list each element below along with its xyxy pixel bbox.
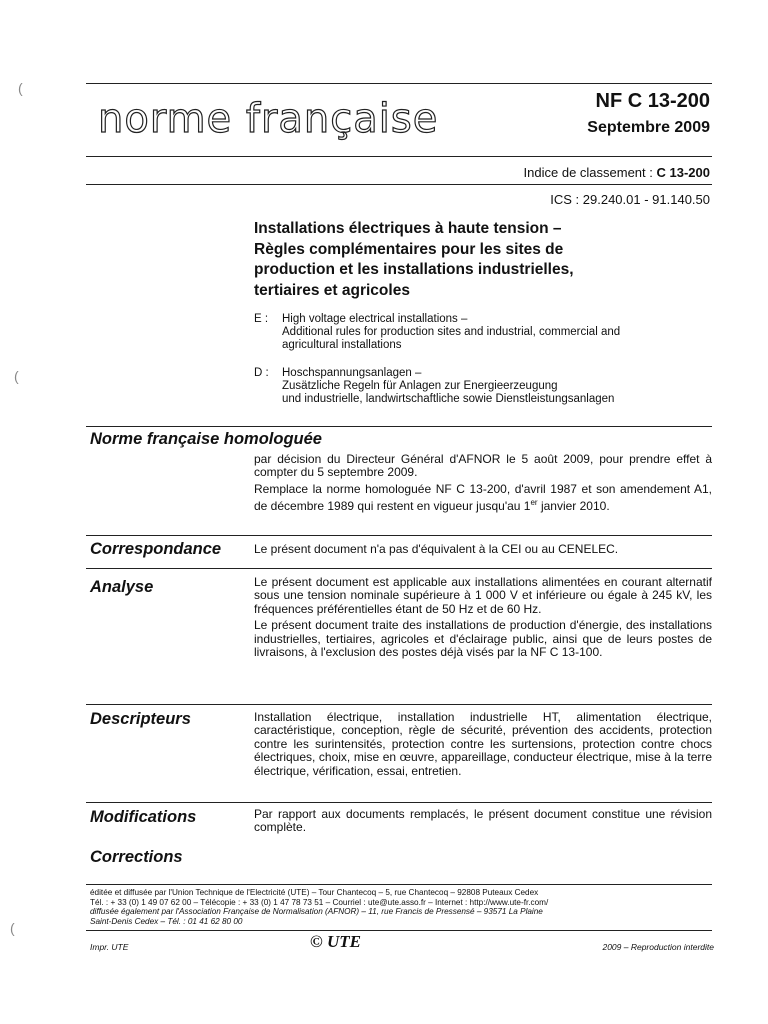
title-line: production et les installations industrielles, bbox=[254, 261, 574, 278]
english-line: Additional rules for production sites and industrial, commercial and bbox=[282, 326, 621, 338]
printer-note: Impr. UTE bbox=[90, 942, 129, 952]
scan-mark: ( bbox=[10, 920, 15, 936]
document-title bbox=[254, 219, 714, 301]
footer-rule bbox=[86, 884, 712, 885]
replaces-sup: er bbox=[530, 498, 538, 508]
scan-mark: ( bbox=[14, 368, 19, 384]
section-rule bbox=[86, 535, 712, 536]
ute-logo: © UTE bbox=[310, 932, 361, 951]
german-line: Hoschspannungsanlagen – bbox=[282, 367, 422, 379]
header-rule bbox=[86, 156, 712, 157]
modifications-heading: Modifications bbox=[90, 808, 197, 826]
section-rule bbox=[86, 568, 712, 569]
correspondance-heading: Correspondance bbox=[90, 540, 222, 558]
footer-bottom-rule bbox=[86, 930, 712, 931]
standard-reference: NF C 13-200 bbox=[595, 90, 710, 112]
descripteurs-text: Installation électrique, installation industrielle HT, alimentation électrique, caractéristique, conception, règle de sécurité, prévention des accidents, protection contre les surintensités, protection contre les surtensions, protection contre chocs électriques, choix, mise en œuvre, appareillage, conducteur électrique, mise à la terre électrique, vérification, essai, entretien. bbox=[254, 710, 712, 778]
ics-rule bbox=[86, 184, 712, 185]
corrections-heading: Corrections bbox=[90, 848, 183, 866]
correspondance-text: Le présent document n'a pas d'équivalent à la CEI ou au CENELEC. bbox=[254, 542, 619, 556]
ics-code: ICS : 29.240.01 - 91.140.50 bbox=[550, 192, 710, 207]
analyse-paragraph: Le présent document traite des installations de production d'énergie, des installations industrielles, tertiaires, agricoles et d'éclairage public, ainsi que de leurs postes de livraisons, à l'exclusion des postes déjà visés par la NF C 13-100. bbox=[254, 618, 712, 660]
brand-title: norme française bbox=[98, 96, 439, 142]
homologuee-replaces bbox=[254, 483, 712, 514]
german-tag: D : bbox=[254, 367, 269, 379]
modifications-text: Par rapport aux documents remplacés, le présent document constitue une révision complète. bbox=[254, 807, 712, 835]
homologuee-heading: Norme française homologuée bbox=[90, 430, 322, 448]
footer-publisher bbox=[90, 888, 714, 926]
english-line: High voltage electrical installations – bbox=[282, 313, 468, 325]
section-rule bbox=[86, 426, 712, 427]
replaces-end: janvier 2010. bbox=[537, 499, 610, 514]
scan-mark: ( bbox=[18, 80, 23, 96]
classification-index bbox=[524, 165, 710, 180]
section-rule bbox=[86, 802, 712, 803]
title-line: Installations électriques à haute tension – bbox=[254, 220, 562, 237]
replaces-text: Remplace la norme homologuée NF C 13-200, d'avril 1987 et son amendement A1, de décembre 1989 qui restent en vigueur jusqu'au 1 bbox=[254, 481, 712, 514]
footer-line: diffusée également par l'Association Française de Normalisation (AFNOR) – 11, rue Francis de Pressensé – 93571 La Plaine bbox=[90, 907, 543, 917]
analyse-heading: Analyse bbox=[90, 578, 154, 596]
indice-label: Indice de classement : bbox=[523, 165, 653, 180]
analyse-paragraph: Le présent document est applicable aux installations alimentées en courant alternatif sous une tension nominale supérieure à 1 000 V et inférieure ou égale à 245 kV, les fréquences préférentielles étant de 50 Hz et de 60 Hz. bbox=[254, 575, 712, 616]
footer-line: Tél. : + 33 (0) 1 49 07 62 00 – Télécopie : + 33 (0) 1 47 78 73 51 – Courriel : ute@ute.asso.fr – Internet : http://www.ute-fr.com/ bbox=[90, 897, 549, 907]
reproduction-notice: 2009 – Reproduction interdite bbox=[602, 942, 714, 952]
title-line: tertiaires et agricoles bbox=[254, 281, 410, 299]
indice-value: C 13-200 bbox=[656, 165, 710, 180]
homologuee-decision: par décision du Directeur Général d'AFNOR le 5 août 2009, pour prendre effet à compter du 5 septembre 2009. bbox=[254, 452, 712, 480]
title-line: Règles complémentaires pour les sites de bbox=[254, 240, 564, 258]
publication-date: Septembre 2009 bbox=[587, 119, 710, 136]
homologuee-text bbox=[254, 453, 712, 517]
section-rule bbox=[86, 704, 712, 705]
top-rule bbox=[86, 83, 712, 84]
german-title bbox=[254, 367, 614, 406]
footer-line: éditée et diffusée par l'Union Technique de l'Electricité (UTE) – Tour Chantecoq – 5, rue Chantecoq – 92808 Puteaux Cedex bbox=[90, 888, 539, 897]
german-line: und industrielle, landwirtschaftliche sowie Dienstleistungsanlagen bbox=[282, 393, 615, 405]
descripteurs-heading: Descripteurs bbox=[90, 710, 191, 728]
german-line: Zusätzliche Regeln für Anlagen zur Energieerzeugung bbox=[282, 380, 558, 392]
analyse-text bbox=[254, 576, 712, 662]
english-line: agricultural installations bbox=[282, 339, 402, 351]
english-tag: E : bbox=[254, 313, 269, 325]
footer-line: Saint-Denis Cedex – Tél. : 01 41 62 80 00 bbox=[90, 916, 243, 926]
english-title bbox=[254, 313, 620, 352]
